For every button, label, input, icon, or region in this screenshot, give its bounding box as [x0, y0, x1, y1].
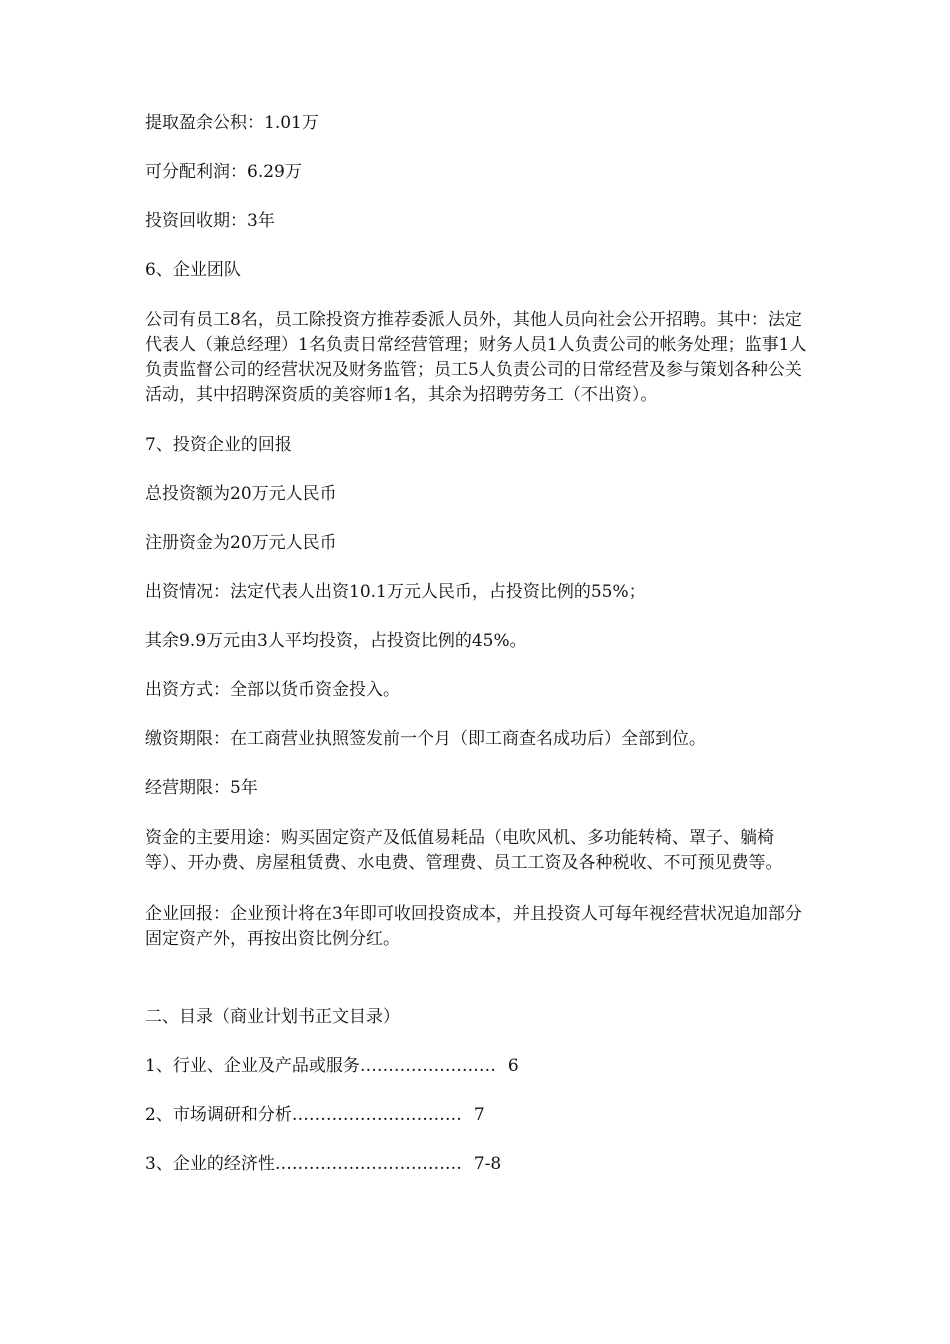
surplus-reserve-line: 提取盈余公积：1.01万 — [145, 113, 319, 133]
section-heading-returns: 7、投资企业的回报 — [145, 435, 292, 455]
section-heading-team: 6、企业团队 — [145, 260, 241, 280]
investment-detail-line: 出资情况：法定代表人出资10.1万元人民币，占投资比例的55%； — [145, 582, 646, 602]
registered-capital-line: 注册资金为20万元人民币 — [145, 533, 337, 553]
total-investment-line: 总投资额为20万元人民币 — [145, 484, 337, 504]
toc-item-label: 2、市场调研和分析 — [145, 1105, 292, 1125]
payback-period-line: 投资回收期：3年 — [145, 211, 275, 231]
toc-item-page: 6 — [507, 1056, 519, 1076]
distributable-profit-line: 可分配利润：6.29万 — [145, 162, 302, 182]
toc-item-leader: ………………………… — [291, 1105, 462, 1125]
remaining-investment-line: 其余9.9万元由3人平均投资，占投资比例的45%。 — [145, 631, 527, 651]
team-paragraph: 公司有员工8名，员工除投资方推荐委派人员外，其他人员向社会公开招聘。其中：法定代表人（兼总经理）1名负责日常经营管理；财务人员1人负责公司的帐务处理；监事1人负责监督公司的经营状况及财务监管；员工5人负责公司的日常经营及参与策划各种公关活动，其中招聘深资质的美容师1名，其余为招聘劳务工（不出资）。 — [145, 310, 807, 405]
toc-heading: 二、目录（商业计划书正文目录） — [145, 1007, 400, 1027]
toc-item — [145, 1104, 815, 1127]
toc-item — [145, 1055, 815, 1078]
toc-item-leader: …………………………… — [274, 1154, 462, 1174]
investment-method-line: 出资方式：全部以货币资金投入。 — [145, 680, 400, 700]
payment-deadline-line: 缴资期限：在工商营业执照签发前一个月（即工商查名成功后）全部到位。 — [145, 729, 706, 749]
document-page — [145, 112, 815, 1202]
operating-period-line: 经营期限：5年 — [145, 778, 258, 798]
funds-use-paragraph: 资金的主要用途：购买固定资产及低值易耗品（电吹风机、多功能转椅、罩子、躺椅等）、开办费、房屋租赁费、水电费、管理费、员工工资及各种税收、不可预见费等。 — [145, 828, 783, 873]
toc-item-label: 1、行业、企业及产品或服务 — [145, 1056, 360, 1076]
toc-item-leader: …………………… — [359, 1056, 496, 1076]
toc-item-label: 3、企业的经济性 — [145, 1154, 275, 1174]
enterprise-return-paragraph: 企业回报：企业预计将在3年即可收回投资成本，并且投资人可每年视经营状况追加部分固定资产外，再按出资比例分红。 — [145, 904, 802, 949]
toc-item-page: 7 — [473, 1105, 485, 1125]
toc-item — [145, 1153, 815, 1176]
toc-item-page: 7-8 — [473, 1154, 502, 1174]
